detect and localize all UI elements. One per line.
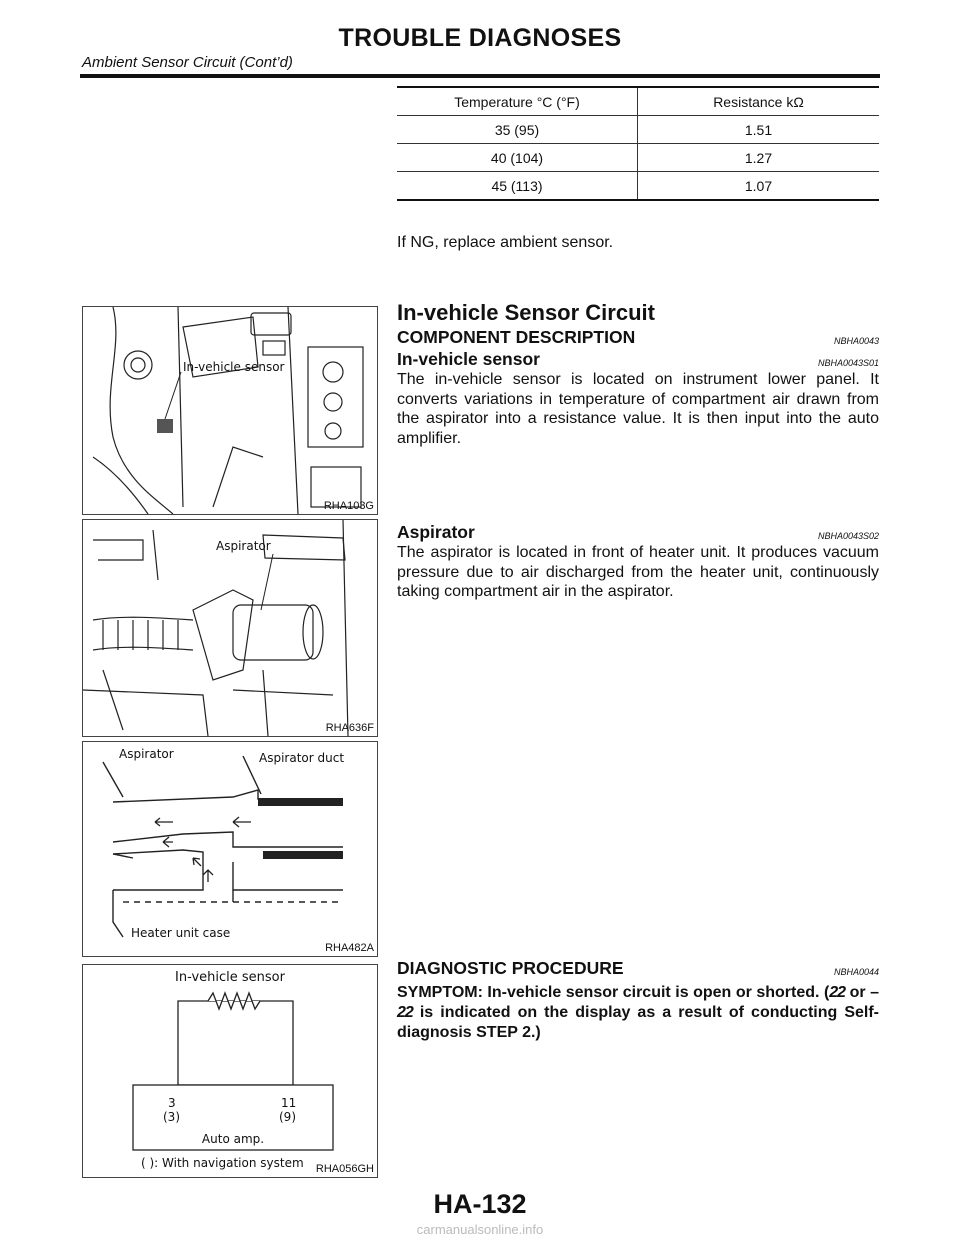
circuit-title: In-vehicle sensor [175,970,285,985]
display-code-symbol: 22 [829,984,846,1001]
figure-caption: RHA056GH [315,1163,374,1175]
in-vehicle-sensor-label: In-vehicle sensor [397,349,540,369]
figure-label: Aspirator [216,539,271,553]
diag-code: NBHA0044 [833,967,879,977]
table-header-temperature: Temperature °C (°F) [397,87,638,116]
component-description-label: COMPONENT DESCRIPTION [397,327,636,347]
figure-aspirator [82,519,378,737]
table-cell: 1.07 [638,172,880,201]
figure-caption: RHA103G [323,500,374,512]
in-vehicle-sensor-text: The in-vehicle sensor is located on instrument lower panel. It converts variations in temperature of compartment air drawn from the aspirator into a resistance value. It is then input into the auto amplifier. [397,371,879,447]
aspirator-illustration [83,520,377,736]
figure-caption: RHA636F [325,722,374,734]
table-cell: 1.27 [638,144,880,172]
aspirator-heading [397,522,879,543]
figure-label: In-vehicle sensor [183,360,285,374]
figure-label: Aspirator duct [259,751,345,765]
pin-label: 11 [281,1096,297,1110]
watermark: carmanualsonline.info [416,1222,544,1237]
figure-label: Heater unit case [131,926,231,940]
page-header-subtitle: Ambient Sensor Circuit (Cont’d) [82,54,293,71]
in-vehicle-sensor-heading [397,349,879,370]
pin-label-alt: (9) [279,1110,296,1124]
component-description-heading [397,327,879,348]
table-header-resistance: Resistance kΩ [638,87,880,116]
aspirator-label: Aspirator [397,522,475,542]
table-cell: 40 (104) [397,144,638,172]
page-number: HA-132 [433,1189,527,1219]
resistance-table [397,86,879,201]
navigation-note: ( ): With navigation system [141,1156,304,1170]
page-header-title: TROUBLE DIAGNOSES [338,24,622,52]
figure-circuit-diagram [82,964,378,1178]
table-row [397,172,879,201]
component-code: NBHA0043 [833,336,879,346]
diagnostic-procedure-label: DIAGNOSTIC PROCEDURE [397,958,624,978]
sensor-code: NBHA0043S01 [817,358,879,368]
diagnostic-procedure-heading [397,958,879,979]
symptom-text: SYMPTOM: In-vehicle sensor circuit is open or shorted. (22 or –22 is indicated on the display as a result of conducting Self-diagnosis STEP 2.) [397,984,879,1041]
table-header-row [397,87,879,116]
section-title: In-vehicle Sensor Circuit [397,300,655,325]
circuit-diagram-illustration [83,965,377,1177]
table-row [397,116,879,144]
pin-label-alt: (3) [163,1110,180,1124]
ng-note: If NG, replace ambient sensor. [397,234,614,251]
table-cell: 45 (113) [397,172,638,201]
table-cell: 35 (95) [397,116,638,144]
auto-amp-label: Auto amp. [201,1132,265,1146]
header-rule [80,74,880,78]
figure-label: Aspirator [119,747,174,761]
in-vehicle-sensor-illustration [83,307,377,514]
table-row [397,144,879,172]
aspirator-airflow-illustration [83,742,377,956]
table-cell: 1.51 [638,116,880,144]
figure-in-vehicle-sensor [82,306,378,515]
aspirator-text: The aspirator is located in front of heater unit. It produces vacuum pressure due to air discharged from the heater unit, continuously taking compartment air in the aspirator. [397,544,879,600]
figure-caption: RHA482A [325,942,374,954]
aspirator-code: NBHA0043S02 [817,531,879,541]
pin-label: 3 [168,1096,176,1110]
figure-aspirator-airflow [82,741,378,957]
display-code-symbol: 22 [397,1004,413,1021]
